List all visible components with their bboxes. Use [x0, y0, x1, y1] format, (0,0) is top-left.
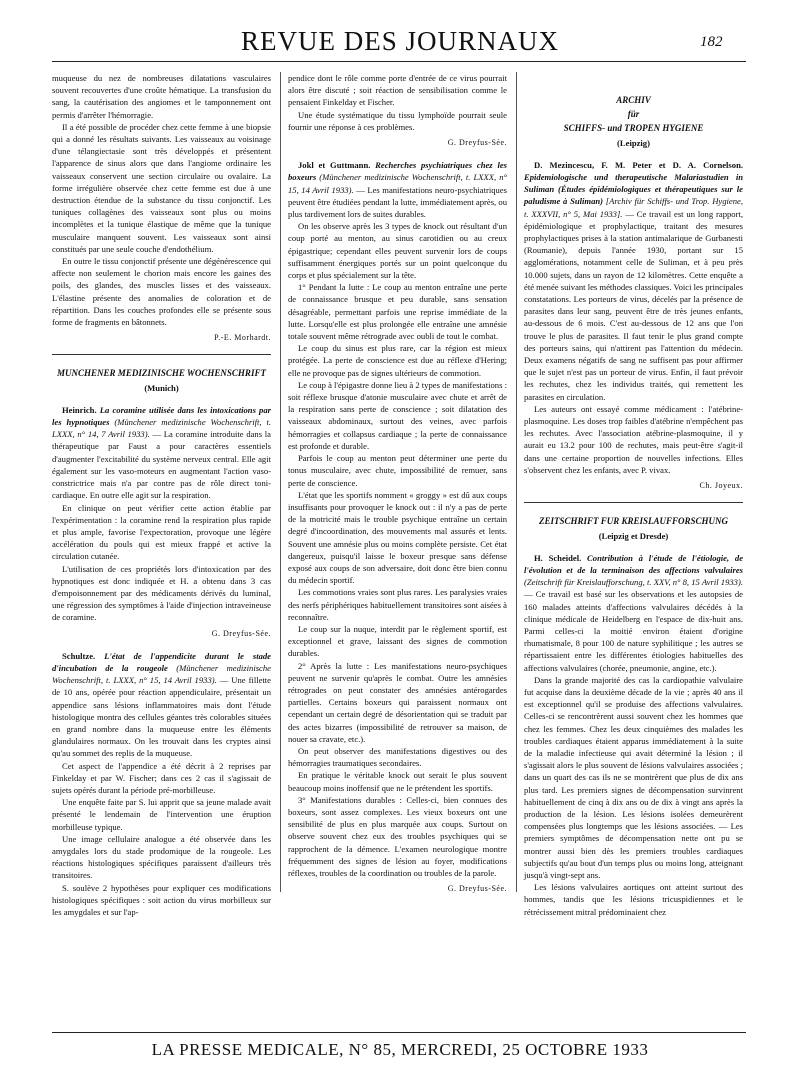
signature: P.-E. Morhardt.	[214, 333, 271, 343]
paragraph: Une étude systématique du tissu lymphoïde pourrait seule fournir une réponse à ces problèmes.	[288, 109, 507, 132]
article-title: Recherches psychiatriques chez les boxeurs	[288, 160, 507, 183]
article-author: Heinrich.	[62, 404, 97, 415]
article-reference: [Archiv für Schiffs- und Trop. Hygiene, t. XXXVII, n° 5, Mai 1933].	[524, 196, 743, 219]
divider	[524, 502, 743, 503]
column-1	[52, 72, 271, 918]
paragraph: En clinique on peut vérifier cette action établie par l'expérimentation : la coramine rend la respiration plus rapide et plus ample, favorise l'expectoration, provoque une légère accélération du pouls qui est mieux frappé et active la circulation cutanée.	[52, 502, 271, 562]
paragraph: 2° Après la lutte : Les manifestations neuro-psychiques peuvent ne survenir qu'après le combat. Outre les amnésies rétrogrades on peut constater des amnésies antérogardes partielles. Certains boxeurs qui paraissent normaux ont cependant un certain degré de désorientation qui se traduit par des actes bizarres (impossibilité de retrouver sa maison, de nouer sa cravate, etc.).	[288, 660, 507, 744]
article-title: Epidemiologische und therapeutische Malariastudien in Suliman (Études épidémiologiques et thérapeutiques sur le paludisme à Suliman)	[524, 172, 743, 207]
signature: Ch. Joyeux.	[699, 481, 743, 491]
article	[524, 552, 743, 674]
page-number: 182	[700, 34, 723, 50]
paragraph: Le coup sur la nuque, interdit par le règlement sportif, est exceptionnel et grave, laissant des signes de commotion durables.	[288, 623, 507, 659]
journal-heading: MUNCHENER MEDIZINISCHE WOCHENSCHRIFT	[57, 368, 266, 379]
article-title: La coramine utilisée dans les intoxications par les hypnotiques	[52, 404, 271, 428]
article-reference: (Münchener medizinische Wochenschrift, t. LXXX, n° 15, 14 Avril 1933).	[52, 662, 271, 686]
paragraph: S. soulève 2 hypothèses pour expliquer ces modifications histologiques spécifiques : soit action du virus morbilleux sur les amygdales et sur l'ap-	[52, 882, 271, 917]
journal-heading: ZEITSCHRIFT FUR KREISLAUFFORSCHUNG	[538, 516, 729, 527]
paragraph: On peut observer des manifestations digestives ou des hémorragies traumatiques secondaires.	[288, 745, 507, 769]
paragraph: muqueuse du nez de nombreuses dilatations vasculaires souvent recouvertes d'une croûte hématique. La transfusion du sang, la cautérisation des angiomes et le tamponnement ont permis d'arrêter l'hémorragie.	[52, 73, 271, 120]
article-text: — Ce travail est basé sur les observations et les autopsies de 160 malades atteints d'affections valvulaires décédés à la clinique médicale de Heidelberg en l'espace de dix-huit ans. Parmi celles-ci la moitié environ étaient d'origine rhumatismale, 8 pour 100 de nature syphilitique ; les autres se répartissaient entre les différentes étiologies habituelles des affections valvulaires (chorée, pneumonie, angine, etc.).	[524, 589, 743, 673]
journal-city: (Leipzig)	[617, 137, 650, 148]
article-author: D. Mezincescu, F. M. Peter et D. A. Cornelson.	[534, 159, 743, 170]
paragraph: En outre le tissu conjonctif présente une dégénérescence qui affecte non seulement le chorion mais encore les gaines des poils, des glandes, des muscles lisses et des vaisseaux. L'élastine présente des anomalies de coloration et de répartition. Dans les couches profondes elle se présente sous forme de fragments en bâtonnets.	[52, 256, 271, 328]
article-author: H. Scheidel.	[534, 552, 582, 563]
paragraph: Les commotions vraies sont plus rares. Les paralysies vraies des nerfs périphériques habituellement transitoires sont aisées à reconnaître.	[288, 587, 507, 622]
article-text: — Une fillette de 10 ans, opérée pour réaction appendiculaire, présentait un appendice sans lésions inflammatoires mais dont l'étude histologique montra des cellules géantes très colorables situées en grand nombre dans la muqueuse entre les éléments glandulaires normaux. On les trouvait dans les cryptes ainsi qu'au sommet des replis de la muqueuse.	[52, 675, 271, 759]
article	[52, 404, 271, 502]
column-3	[524, 72, 743, 918]
paragraph: Il a été possible de procéder chez cette femme à une biopsie qui a donné les résultats suivants. Les vaisseaux au voisinage d'une télangiectasie sont très développés et présentent l'apparence de sinus alors que dans l'angiome ordinaire les vaisseaux conservent une section circulaire ou ovalaire. La forme irrégulière observée chez cette femme est due à une destruction étendue de la substance du tissu conjonctif. Les tuniques collagènes des vaisseaux sont plus ou moins incomplètes et la tunique élastique de même que la tunique musculaire manquent souvent. Les vaisseaux sont ainsi constitués par une seule couche d'endothélium.	[52, 121, 271, 254]
paragraph: pendice dont le rôle comme porte d'entrée de ce virus pourrait alors être discuté ; soit réaction de sensibilisation comme le pensaient Finkelday et Fischer.	[288, 73, 507, 108]
paragraph: Cet aspect de l'appendice a été décrit à 2 reprises par Finkelday et par W. Fischer; dans ces 2 cas il s'agissait de sujets opérés durant la période pré-morbilleuse.	[52, 760, 271, 795]
paragraph: 3° Manifestations durables : Celles-ci, bien connues des boxeurs, sont assez complexes. Les vieux boxeurs ont une sensibilité de plus en plus marquée aux coups. Surtout on observe souvent chez eux des troubles psychiques qui se rapprochent de la démence. L'examen neurologique montre fréquemment des signes de lésion au foyer, modifications réflexes, troubles de la coordination ou troubles de la parole.	[288, 794, 507, 878]
article-title: L'état de l'appendicite durant le stade d'incubation de la rougeole	[52, 650, 271, 673]
column-2	[288, 72, 507, 905]
article-author: Schultze.	[62, 650, 96, 661]
paragraph: Une enquête faite par S. lui apprit que sa jeune malade avait présenté le lendemain de l'intervention une éruption morbilleuse typique.	[52, 797, 271, 832]
journal-city: (Leipzig et Dresde)	[598, 530, 669, 541]
paragraph: L'utilisation de ces propriétés lors d'intoxication par des hypnotiques est donc indiquée et H. a obtenu dans 3 cas d'empoisonnement par des médicaments dérivés du luminal, une régression des symptômes à l'aide d'injection intraveineuse de coramine.	[52, 563, 271, 623]
journal-heading: ARCHIV	[616, 95, 651, 105]
paragraph: Le coup à l'épigastre donne lieu à 2 types de manifestations : soit réflexe brusque d'atonie musculaire avec chute et arrêt de la respiration sans perte de conscience ; soit dilatation des vaisseaux abdominaux, surtout des veines, avec parfois hémorragies et collapsus cardiaque ; la perte de connaissance est profonde et durable.	[288, 379, 507, 451]
journal-heading: SCHIFFS- und TROPEN HYGIENE	[563, 123, 704, 134]
page-header-title: REVUE DES JOURNAUX	[240, 26, 559, 56]
paragraph: Les lésions valvulaires aortiques ont atteint surtout des hommes, tandis que les lésions tricuspidiennes et le rétrécissement mitral prédominaient chez	[524, 882, 743, 917]
signature: G. Dreyfus-Sée.	[211, 628, 271, 638]
footer-rule	[52, 1032, 746, 1033]
paragraph: 1° Pendant la lutte : Le coup au menton entraîne une perte de connaissance brusque et peu durable, sans sensation désagréable, permettant parfois une reprise immédiate de la lutte. Lorsqu'elle est plus prolongée elle entraîne une amnésie totale souvent même rétrograde avec oubli de tout le combat.	[288, 282, 507, 342]
article-text: — Les manifestations neuro-psychiatriques peuvent être étudiées pendant la lutte, immédiatement après, ou plus tardivement lors de suites durables.	[288, 184, 507, 220]
article	[52, 650, 271, 760]
article	[288, 159, 507, 220]
signature: G. Dreyfus-Sée.	[447, 884, 507, 894]
paragraph: Les auteurs ont essayé comme médicament : l'atébrine-plasmoquine. Les doses trop faibles d'atébrine n'empêchent pas les rechutes. Avec l'association atébrine-plasmoquine, il y aurait eu 13.2 pour 100 de rechutes, mais peut-être s'agit-il dans une certaine proportion de nouvelles infections. Elles s'observent chez les enfants, avec P. vivax.	[524, 403, 743, 475]
paragraph: On les observe après les 3 types de knock out résultant d'un coup porté au menton, au sinus carotidien ou au creux épigastrique; cependant elles peuvent survenir lors de coups suffisamment énergiques portés sur un point quelconque du corps et plus spécialement sur la tête.	[288, 221, 507, 281]
journal-heading: für	[627, 109, 640, 120]
column-divider	[516, 72, 517, 892]
article-author: Jokl et Guttmann.	[298, 160, 371, 171]
journal-city: (Munich)	[144, 382, 179, 393]
header-rule	[52, 61, 746, 62]
paragraph: Parfois le coup au menton peut déterminer une perte du tonus musculaire, avec chute, impossibilité de remuer, sans perte de conscience.	[288, 453, 507, 488]
paragraph: Une image cellulaire analogue a été observée dans les amygdales lors du stade prodomique de la rougeole. Les réactions histologiques spécifiques paraissent d'ailleurs très transitoires.	[52, 833, 271, 881]
article-title: Contribution à l'étude de l'étiologie, de l'évolution et de la terminaison des affections valvulaires	[524, 552, 744, 575]
paragraph: Le coup du sinus est plus rare, car la région est mieux protégée. La perte de conscience est due au réflexe d'Hering; elle ne provoque pas de signes ultérieurs de commotion.	[288, 343, 507, 378]
paragraph: Dans la grande majorité des cas la cardiopathie valvulaire fut acquise dans la deuxième décade de la vie ; après 40 ans il est exceptionnel qu'il se produise des affections valvulaires. Celles-ci se rencontrèrent aussi souvent chez les hommes que chez les femmes. Chez les deux cinquièmes des malades les troubles cardiaques étaient apparus immédiatement à la suite de la maladie infectieuse qui avait déterminé la lésion ; il s'agissait alors le plus souvent de lésions valvulaires associées ; dans un quart des cas ils ne se montrèrent que plus de dix ans plus tard. Les premiers signes de décompensation survinrent habituellement de cinq à dix ans ou de dix à vingt ans après la production de la lésion. Les lésions isolées demeurèrent compensées plus longtemps que les lésions associées. — Les premiers symptômes de décompensation nette ont pu se montrer aussi bien dès les premiers troubles cardiaques subjectifs qu'au bout d'un temps plus ou moins long, atteignant jusqu'à vingt-sept ans.	[524, 674, 743, 880]
article-reference: (Münchener medizinische Wochenschrift, t. LXXX, n° 15, 14 Avril 1933).	[288, 172, 507, 195]
paragraph: L'état que les sportifs nomment « groggy » est dû aux coups insuffisants pour provoquer le knock out : il n'y a pas de perte de la motricité mais le trouble psychique entraîne un certain degré d'incoordination, des mouvements mal assurés et lents. Souvent une amnésie plus ou moins complète persiste. Cet état dangereux, puisqu'il laisse le boxeur presque sans défense exposé aux coups de son adversaire, doit donc être bien connu du médecin sportif.	[288, 489, 507, 586]
article-reference: (Zeitschrift für Kreislaufforschung, t. XXV, n° 8, 15 Avril 1933).	[524, 577, 743, 588]
divider	[52, 354, 271, 355]
column-divider	[280, 72, 281, 892]
paragraph: En pratique le véritable knock out serait le plus souvent beaucoup moins inoffensif que ne le prétendent les sportifs.	[288, 770, 507, 793]
article	[524, 159, 743, 403]
page-footer: LA PRESSE MEDICALE, N° 85, MERCREDI, 25 OCTOBRE 1933	[151, 1040, 649, 1059]
article-reference: (Münchener medizinische Wochenschrift, t. LXXX, n° 14, 7 Avril 1933).	[52, 417, 272, 440]
article-text: — La coramine introduite dans la thérapeutique par Faust a pour caractères essentiels d'augmenter l'excitabilité du système nerveux central. Elle agit également sur les vaso-moteurs en augmentant l'action vaso-constrictrice mais n'a par contre pas de rôle direct toni-cardiaque. En outre elle agit sur la respiration.	[52, 429, 271, 501]
article-text: — Ce travail est un long rapport, épidémiologique et prophylactique, traitant des mesures prophylactiques prises à la station antimalarique de Gurbanesti (Roumanie), depuis l'année 1930, portant sur 15 agglomérations, notamment celle de Suliman, et à peu près 10.000 sujets, dans un rayon de 12 kilomètres. Cette enquête a été menée suivant les méthodes classiques. Voici les principales constatations. Les porteurs de virus, décelés par la présence de parasites dans leur sang, peuvent être de très jeunes enfants, au-dessous de 6 mois. C'est au-dessous de 12 ans que l'on trouve le plus de parasites. Il faut tenir le plus grand compte des porteurs sains, qui n'attirent pas l'attention du médecin. Deux examens négatifs de sang ne suffisent pas pour affirmer que le sujet n'est pas un porteur de virus. Enfin, il faut prévoir les rechutes, chez les individus traités, qui remettent les parasites en circulation.	[524, 208, 744, 402]
signature: G. Dreyfus-Sée.	[447, 138, 507, 148]
